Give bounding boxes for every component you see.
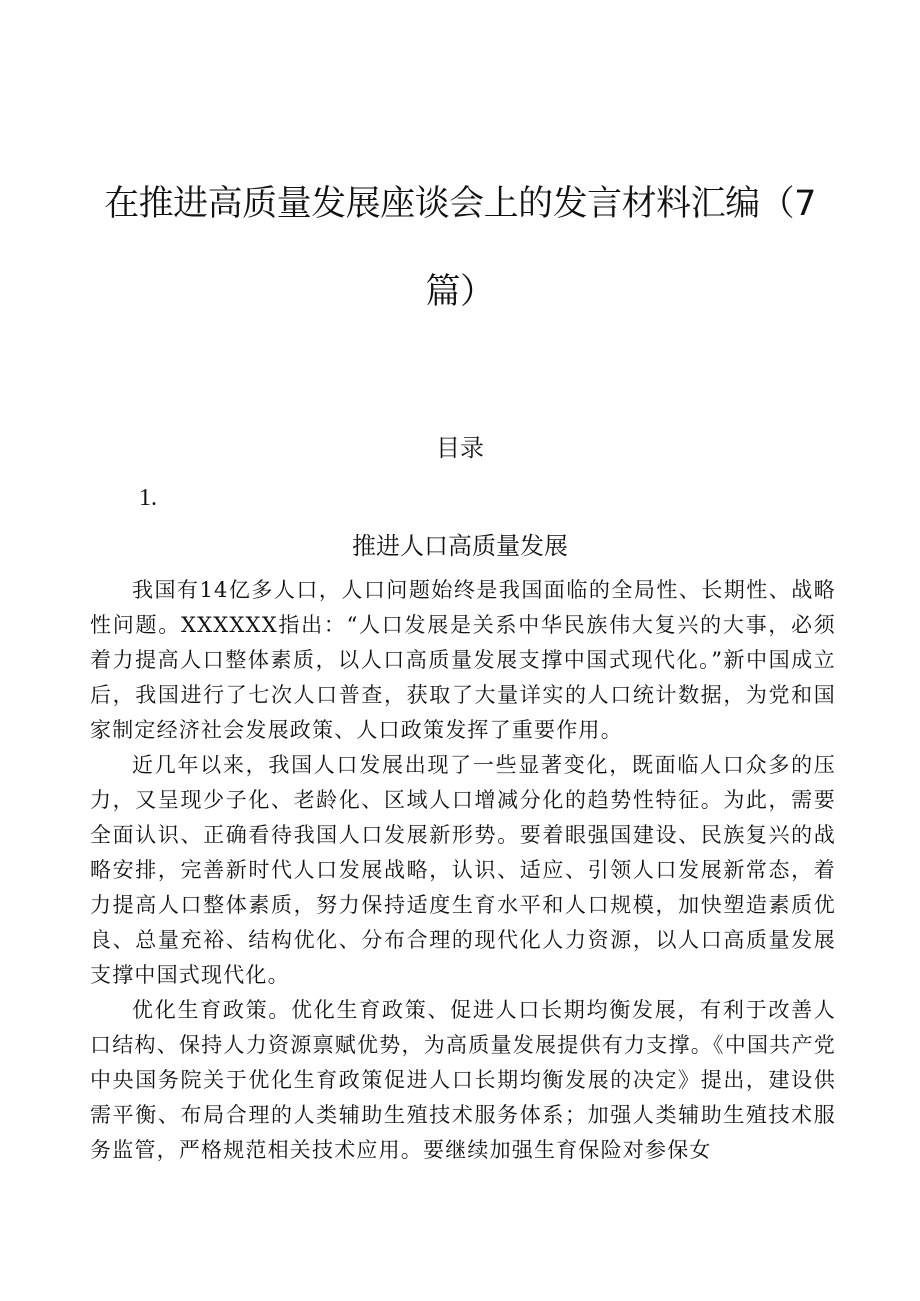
toc-heading: 目录 <box>436 434 484 462</box>
paragraph: 我国有14亿多人口，人口问题始终是我国面临的全局性、长期性、战略性问题。XXXXXX指出：“人口发展是关系中华民族伟大复兴的大事，必须着力提高人口整体素质，以人口高质量发展支撑中国式现代化。”新中国成立后，我国进行了七次人口普查，获取了大量详实的人口统计数据，为党和国家制定经济社会发展政策、人口政策发挥了重要作用。 <box>90 578 836 742</box>
toc-item: 1. <box>139 485 157 511</box>
body-text <box>90 573 836 1168</box>
paragraph: 近几年以来，我国人口发展出现了一些显著变化，既面临人口众多的压力，又呈现少子化、老龄化、区域人口增减分化的趋势性特征。为此，需要全面认识、正确看待我国人口发展新形势。要着眼强国建设、民族复兴的战略安排，完善新时代人口发展战略，认识、适应、引领人口发展新常态，着力提高人口整体素质，努力保持适度生育水平和人口规模，加快塑造素质优良、总量充裕、结构优化、分布合理的现代化人力资源，以人口高质量发展支撑中国式现代化。 <box>90 753 836 987</box>
paragraph: 优化生育政策。优化生育政策、促进人口长期均衡发展，有利于改善人口结构、保持人力资源禀赋优势，为高质量发展提供有力支撑。《中国共产党中央国务院关于优化生育政策促进人口长期均衡发展的决定》提出，建设供需平衡、布局合理的人类辅助生殖技术服务体系；加强人类辅助生殖技术服务监管，严格规范相关技术应用。要继续加强生育保险对参保女 <box>90 998 836 1162</box>
section-title: 推进人口高质量发展 <box>352 532 568 560</box>
document-title: 在推进高质量发展座谈会上的发言材料汇编（7篇） <box>104 184 816 312</box>
